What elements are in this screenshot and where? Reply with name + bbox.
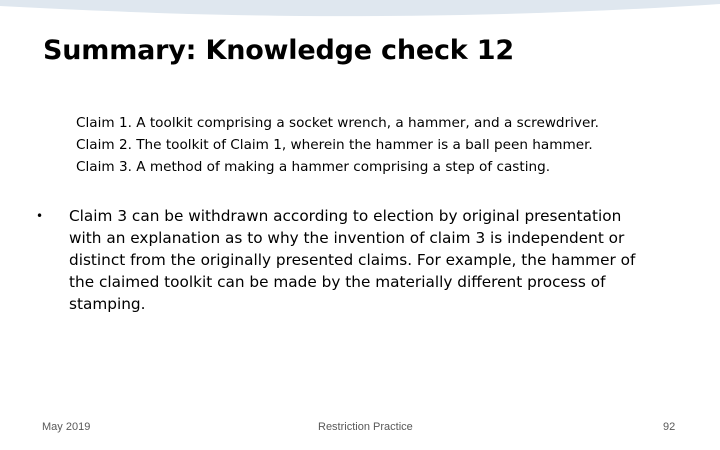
bullet-line: stamping. (69, 295, 146, 313)
bullet-line: distinct from the originally presented claims. For example, the hammer of (69, 251, 636, 269)
claims-list (76, 112, 696, 178)
footer-date: May 2019 (42, 421, 91, 433)
claim-3: Claim 3. A method of making a hammer comprising a step of casting. (76, 159, 551, 175)
bullet-text (69, 205, 669, 315)
claim-1: Claim 1. A toolkit comprising a socket wrench, a hammer, and a screwdriver. (76, 115, 599, 131)
bullet-icon: • (36, 209, 44, 223)
decorative-top-band (0, 0, 720, 20)
bullet-line: the claimed toolkit can be made by the materially different process of (69, 273, 606, 291)
bullet-line: Claim 3 can be withdrawn according to election by original presentation (69, 207, 622, 225)
footer-title: Restriction Practice (318, 421, 413, 433)
claim-2: Claim 2. The toolkit of Claim 1, wherein the hammer is a ball peen hammer. (76, 137, 593, 153)
slide-title: Summary: Knowledge check 12 (43, 35, 514, 66)
page-number: 92 (663, 421, 676, 433)
bullet-line: with an explanation as to why the invention of claim 3 is independent or (69, 229, 625, 247)
